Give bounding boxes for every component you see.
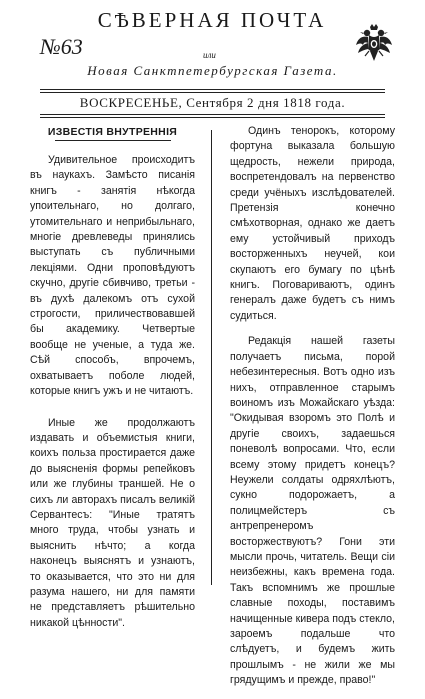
article-paragraph: Редакція нашей газеты получаетъ письма, порой небезинтересныя. Вотъ одно изъ нихъ, отправленное старымъ воиномъ изъ Можайскаго уѣзда: "Окидывая взоромъ это Полѣ и другіе своихъ, задаешься поневолѣ вопросами. Что, если всему этому придетъ конецъ? Неужели солдаты одряхлѣютъ, сукно подорожаетъ, а полицмейстеръ съ антрепренеромъ восторжествуютъ? Гони эти мысли прочь, читатель. Вещи сіи неизбежны, какъ времена года. Такъ вспомнимъ же прошлые славные походы, поставимъ начищенные кивера подъ стекло, зароемъ подальше что слѣдуетъ, и будемъ жить прошлымъ - не жили же мы грядущимъ и прежде, право!" — [230, 335, 395, 687]
section-heading-rule — [55, 140, 171, 141]
article-paragraph: Удивительное происходитъ въ наукахъ. Замѣсто писанія книгъ - занятія нѣкогда упоительнаго, но долгаго, утомительнаго и неприбыльнаго, многіе древлеведы принялись выступать съ публичными лекціями. Одни проповѣдуютъ скучно, другіе сбивчиво, третьи - въ духѣ далекомъ отъ сухой строгости, приличествовавшей бы академику. Четвертые вообще не ученые, а туда же. Сѣй способъ, впрочемъ, охватываетъ поболе людей, которые книгъ ужъ и не читаютъ. — [30, 154, 195, 398]
left-column — [30, 124, 195, 640]
masthead-rule-top-inner — [40, 92, 385, 93]
double-headed-eagle-icon — [355, 23, 393, 65]
dateline-rule-bottom — [40, 114, 385, 115]
column-divider — [211, 130, 212, 585]
masthead-rule-top — [40, 89, 385, 90]
newspaper-title: СѢВЕРНАЯ ПОЧТА — [97, 8, 327, 32]
dateline-rule-bottom-inner — [40, 117, 385, 118]
right-column — [230, 124, 395, 699]
article-paragraph: Иные же продолжаютъ издавать и объемистыя книги, коихъ польза простирается даже до выясненія формы репейковъ или же глубины траншей. Не о сихъ ли авторахъ писалъ великій Сервантесъ: "Иные тратятъ много труда, чтобы узнать и выяснить нѣчто; а когда наконецъ выяснятъ и узнаютъ, то оказывается, что это ни для разума нашего, ни для памяти не представляетъ рѣшительно никакой цѣнности". — [30, 416, 195, 629]
section-heading: ИЗВЕСТІЯ ВНУТРЕННІЯ — [47, 126, 178, 138]
newspaper-subtitle: Новая Санктпетербургская Газета. — [87, 63, 338, 78]
dateline: ВОСКРЕСЕНЬЕ, Сентября 2 дня 1818 года. — [79, 95, 346, 110]
article-paragraph: Одинъ тенорокъ, которому фортуна выказала большую щедрость, нежели природа, воспретендовалъ на первенство среди учёныхъ изслѣдователей. Претензія конечно смѣхотворная, однако же даетъ ему устойчивый приходъ восторженныхъ неучей, кои скупаютъ его бумагу по цѣнѣ книгъ. Поговариваютъ, одинъ генералъ даже будетъ съ нимъ судиться. — [230, 125, 395, 322]
issue-number: №63 — [40, 34, 83, 59]
masthead — [0, 0, 425, 92]
title-conjunction: или — [203, 50, 216, 60]
